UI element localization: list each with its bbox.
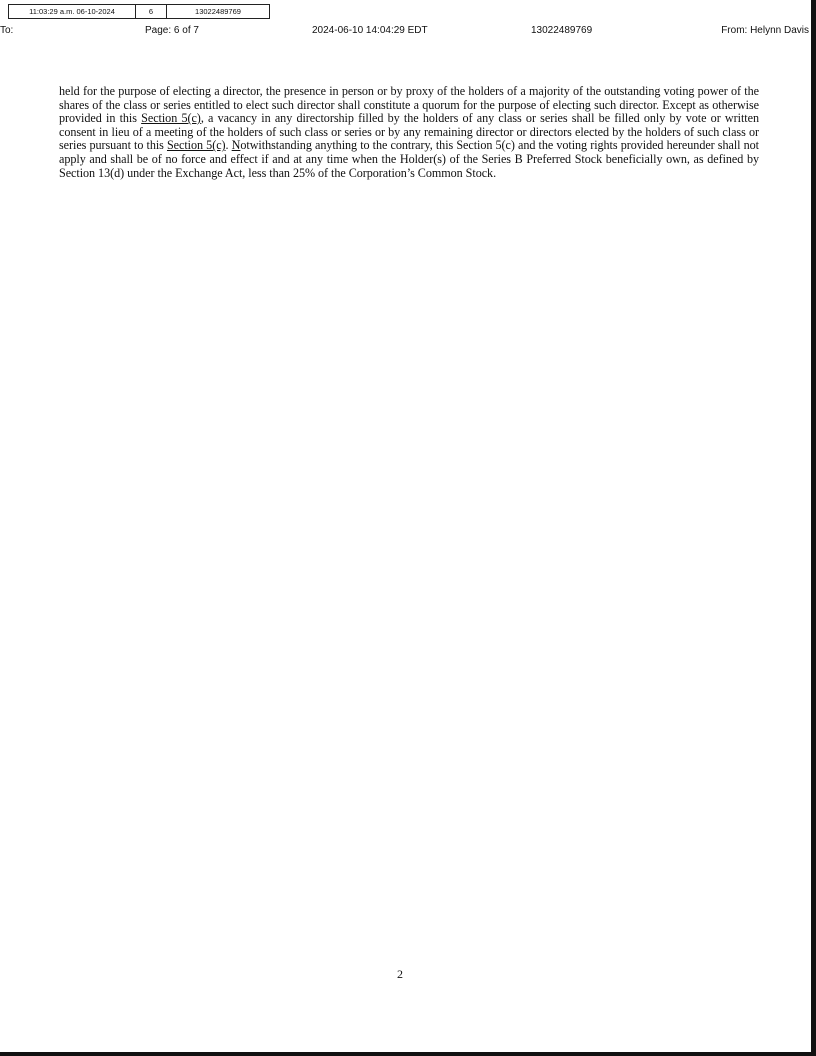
fax-header-to: To: bbox=[0, 25, 14, 36]
fax-stamp-time: 11:03:29 a.m. 06-10-2024 bbox=[9, 5, 136, 18]
fax-receive-stamp bbox=[8, 4, 270, 19]
scan-edge-right bbox=[811, 0, 816, 1056]
fax-stamp-page: 6 bbox=[136, 5, 167, 18]
page-number: 2 bbox=[397, 967, 403, 981]
body-text-segment: otwithstanding anything to the contrary, this Section 5(c) and the voting rights provided hereunder shall not apply and shall be of no force and effect if and at any time when the Holder(s) of the Series B Preferred Stock beneficially own, as defined by Section 13(d) under the Exchange Act, less than 25% of the Corporation’s Common Stock. bbox=[59, 138, 759, 180]
body-text-segment: . bbox=[225, 138, 232, 153]
fax-header-from: From: Helynn Davis bbox=[721, 25, 809, 36]
fax-header-datetime: 2024-06-10 14:04:29 EDT bbox=[312, 25, 428, 36]
underlined-initial: N bbox=[231, 138, 241, 153]
fax-stamp-number: 13022489769 bbox=[195, 7, 241, 16]
body-text-segment: held for the purpose of electing a director, the presence in person or by proxy of the holders of a majority of the outstanding voting power of the shares of the class or series entitled to elect such director shall constitute a quorum for the purpose of electing such director. Except as otherwise provided in this bbox=[59, 84, 759, 126]
document-body bbox=[59, 85, 759, 180]
body-paragraph bbox=[59, 85, 759, 180]
section-reference: Section 5(c) bbox=[166, 138, 226, 153]
fax-header-number: 13022489769 bbox=[531, 25, 593, 36]
scan-edge-bottom bbox=[0, 1052, 816, 1056]
body-text-segment: , a vacancy in any directorship filled by the holders of any class or series shall be filled only by vote or written consent in lieu of a meeting of the holders of such class or series or by any remaining director or directors elected by the holders of such class or series pursuant to this bbox=[59, 111, 759, 153]
fax-header bbox=[0, 24, 811, 38]
fax-header-page: Page: 6 of 7 bbox=[145, 25, 199, 36]
section-reference: Section 5(c) bbox=[141, 111, 201, 126]
